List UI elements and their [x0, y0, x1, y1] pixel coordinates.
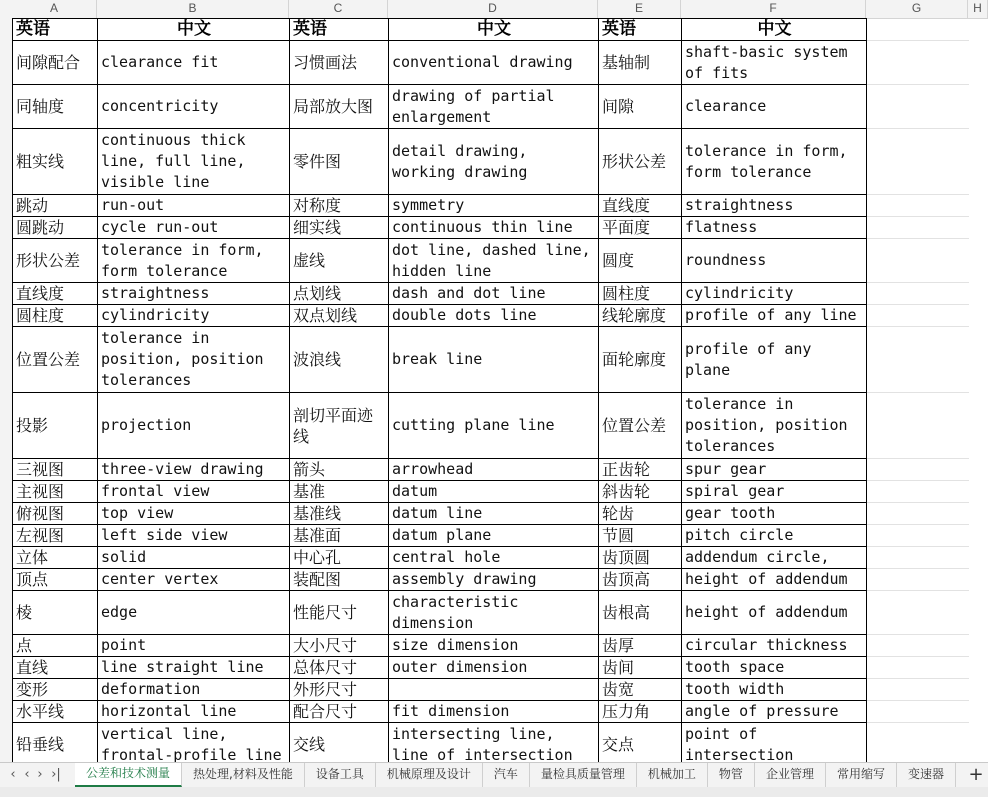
english-cell[interactable]: 面轮廓度: [599, 327, 682, 393]
english-cell[interactable]: 直线度: [13, 283, 98, 305]
english-cell[interactable]: 点: [13, 635, 98, 657]
english-cell[interactable]: 配合尺寸: [290, 701, 389, 723]
table-row: [13, 129, 969, 195]
header-cell[interactable]: 中文: [682, 19, 867, 41]
sheet-tab[interactable]: 量检具质量管理: [530, 763, 637, 787]
empty-cell[interactable]: [867, 19, 969, 41]
english-cell[interactable]: 立体: [13, 547, 98, 569]
table-row: [13, 701, 969, 723]
english-cell[interactable]: 总体尺寸: [290, 657, 389, 679]
empty-cell[interactable]: [867, 129, 969, 195]
table-row: [13, 503, 969, 525]
table-row: [13, 327, 969, 393]
chinese-cell[interactable]: deformation: [98, 679, 290, 701]
chinese-cell[interactable]: characteristic dimension: [389, 591, 599, 635]
column-header[interactable]: D: [388, 0, 598, 18]
table-row: [13, 547, 969, 569]
table-row: [13, 283, 969, 305]
chinese-cell[interactable]: frontal view: [98, 481, 290, 503]
header-cell[interactable]: 英语: [290, 19, 389, 41]
english-cell[interactable]: 大小尺寸: [290, 635, 389, 657]
english-cell[interactable]: 平面度: [599, 217, 682, 239]
empty-cell[interactable]: [867, 305, 969, 327]
chinese-cell[interactable]: datum line: [389, 503, 599, 525]
english-cell[interactable]: 俯视图: [13, 503, 98, 525]
english-cell[interactable]: 性能尺寸: [290, 591, 389, 635]
english-cell[interactable]: 主视图: [13, 481, 98, 503]
chinese-cell[interactable]: [389, 679, 599, 701]
table-header-row: [13, 19, 969, 41]
table-row: [13, 569, 969, 591]
table-row: [13, 305, 969, 327]
chinese-cell[interactable]: central hole: [389, 547, 599, 569]
chinese-cell[interactable]: vertical line, frontal-profile line: [98, 723, 290, 763]
empty-cell[interactable]: [867, 459, 969, 481]
english-cell[interactable]: 虚线: [290, 239, 389, 283]
empty-cell[interactable]: [867, 283, 969, 305]
english-cell[interactable]: 齿厚: [599, 635, 682, 657]
chinese-cell[interactable]: cutting plane line: [389, 393, 599, 459]
chinese-cell[interactable]: point of intersection: [682, 723, 867, 763]
chinese-cell[interactable]: intersecting line, line of intersection: [389, 723, 599, 763]
header-cell[interactable]: 英语: [599, 19, 682, 41]
sheet-tab[interactable]: 公差和技术测量: [75, 763, 182, 787]
chinese-cell[interactable]: line straight line: [98, 657, 290, 679]
sheet-tab[interactable]: 热处理,材料及性能: [182, 763, 305, 787]
chinese-cell[interactable]: gear tooth: [682, 503, 867, 525]
header-cell[interactable]: 英语: [13, 19, 98, 41]
column-header[interactable]: C: [289, 0, 388, 18]
empty-cell[interactable]: [867, 41, 969, 85]
add-sheet-icon[interactable]: +: [968, 764, 984, 785]
chinese-cell[interactable]: angle of pressure: [682, 701, 867, 723]
empty-cell[interactable]: [867, 239, 969, 283]
table-row: [13, 41, 969, 85]
empty-cell[interactable]: [867, 525, 969, 547]
english-cell[interactable]: 线轮廓度: [599, 305, 682, 327]
nav-prev-icon[interactable]: ‹: [10, 767, 16, 782]
english-cell[interactable]: 基轴制: [599, 41, 682, 85]
english-cell[interactable]: 双点划线: [290, 305, 389, 327]
chinese-cell[interactable]: profile of any plane: [682, 327, 867, 393]
chinese-cell[interactable]: straightness: [98, 283, 290, 305]
chinese-cell[interactable]: break line: [389, 327, 599, 393]
column-header-bar: [0, 0, 988, 19]
chinese-cell[interactable]: pitch circle: [682, 525, 867, 547]
english-cell[interactable]: 形状公差: [599, 129, 682, 195]
chinese-cell[interactable]: outer dimension: [389, 657, 599, 679]
english-cell[interactable]: 点划线: [290, 283, 389, 305]
english-cell[interactable]: 压力角: [599, 701, 682, 723]
table-row: [13, 591, 969, 635]
chinese-cell[interactable]: tolerance in form, form tolerance: [98, 239, 290, 283]
english-cell[interactable]: 跳动: [13, 195, 98, 217]
chinese-cell[interactable]: point: [98, 635, 290, 657]
english-cell[interactable]: 装配图: [290, 569, 389, 591]
chinese-cell[interactable]: height of addendum: [682, 591, 867, 635]
nav-prev2-icon[interactable]: ‹: [24, 767, 30, 782]
english-cell[interactable]: 基准面: [290, 525, 389, 547]
chinese-cell[interactable]: arrowhead: [389, 459, 599, 481]
chinese-cell[interactable]: dash and dot line: [389, 283, 599, 305]
chinese-cell[interactable]: tolerance in position, position tolerances: [98, 327, 290, 393]
empty-cell[interactable]: [867, 547, 969, 569]
table-row: [13, 635, 969, 657]
english-cell[interactable]: 投影: [13, 393, 98, 459]
table-row: [13, 393, 969, 459]
chinese-cell[interactable]: clearance: [682, 85, 867, 129]
english-cell[interactable]: 变形: [13, 679, 98, 701]
english-cell[interactable]: 铅垂线: [13, 723, 98, 763]
chinese-cell[interactable]: spiral gear: [682, 481, 867, 503]
chinese-cell[interactable]: tolerance in form, form tolerance: [682, 129, 867, 195]
sheet-tab[interactable]: 变速器: [897, 763, 956, 787]
table-row: [13, 481, 969, 503]
column-header[interactable]: H: [968, 0, 988, 18]
sheet-tab-bar: [0, 762, 988, 787]
chinese-cell[interactable]: fit dimension: [389, 701, 599, 723]
sheet-tab[interactable]: 物管: [708, 763, 755, 787]
sheet-tab[interactable]: 机械加工: [637, 763, 708, 787]
chinese-cell[interactable]: datum plane: [389, 525, 599, 547]
english-cell[interactable]: 水平线: [13, 701, 98, 723]
chinese-cell[interactable]: conventional drawing: [389, 41, 599, 85]
chinese-cell[interactable]: addendum circle,: [682, 547, 867, 569]
empty-cell[interactable]: [867, 635, 969, 657]
header-cell[interactable]: 中文: [98, 19, 290, 41]
english-cell[interactable]: 外形尺寸: [290, 679, 389, 701]
english-cell[interactable]: 节圆: [599, 525, 682, 547]
english-cell[interactable]: 零件图: [290, 129, 389, 195]
table-row: [13, 657, 969, 679]
data-table: [12, 18, 969, 762]
chinese-cell[interactable]: tolerance in position, position tolerances: [682, 393, 867, 459]
english-cell[interactable]: 左视图: [13, 525, 98, 547]
chinese-cell[interactable]: spur gear: [682, 459, 867, 481]
empty-cell[interactable]: [867, 393, 969, 459]
chinese-cell[interactable]: symmetry: [389, 195, 599, 217]
english-cell[interactable]: 齿根高: [599, 591, 682, 635]
column-header[interactable]: G: [866, 0, 968, 18]
english-cell[interactable]: 圆柱度: [599, 283, 682, 305]
empty-cell[interactable]: [867, 503, 969, 525]
english-cell[interactable]: 习惯画法: [290, 41, 389, 85]
chinese-cell[interactable]: continuous thin line: [389, 217, 599, 239]
english-cell[interactable]: 中心孔: [290, 547, 389, 569]
english-cell[interactable]: 剖切平面迹线: [290, 393, 389, 459]
table-row: [13, 85, 969, 129]
chinese-cell[interactable]: projection: [98, 393, 290, 459]
english-cell[interactable]: 三视图: [13, 459, 98, 481]
empty-cell[interactable]: [867, 569, 969, 591]
chinese-cell[interactable]: tooth space: [682, 657, 867, 679]
empty-cell[interactable]: [867, 657, 969, 679]
chinese-cell[interactable]: size dimension: [389, 635, 599, 657]
chinese-cell[interactable]: roundness: [682, 239, 867, 283]
sheet-tab[interactable]: 设备工具: [305, 763, 376, 787]
nav-last-icon[interactable]: ›|: [51, 767, 61, 782]
english-cell[interactable]: 形状公差: [13, 239, 98, 283]
chinese-cell[interactable]: double dots line: [389, 305, 599, 327]
table-row: [13, 525, 969, 547]
table-row: [13, 195, 969, 217]
chinese-cell[interactable]: center vertex: [98, 569, 290, 591]
nav-next-icon[interactable]: ›: [37, 767, 43, 782]
empty-cell[interactable]: [867, 591, 969, 635]
chinese-cell[interactable]: height of addendum: [682, 569, 867, 591]
sheet-tab[interactable]: 常用缩写: [826, 763, 897, 787]
status-strip: [0, 787, 988, 797]
chinese-cell[interactable]: cylindricity: [682, 283, 867, 305]
english-cell[interactable]: 细实线: [290, 217, 389, 239]
table-row: [13, 239, 969, 283]
english-cell[interactable]: 齿间: [599, 657, 682, 679]
chinese-cell[interactable]: profile of any line: [682, 305, 867, 327]
english-cell[interactable]: 基准线: [290, 503, 389, 525]
english-cell[interactable]: 间隙配合: [13, 41, 98, 85]
sheet-tab[interactable]: 企业管理: [755, 763, 826, 787]
chinese-cell[interactable]: straightness: [682, 195, 867, 217]
english-cell[interactable]: 同轴度: [13, 85, 98, 129]
chinese-cell[interactable]: shaft-basic system of fits: [682, 41, 867, 85]
chinese-cell[interactable]: solid: [98, 547, 290, 569]
english-cell[interactable]: 波浪线: [290, 327, 389, 393]
english-cell[interactable]: 位置公差: [599, 393, 682, 459]
table-row: [13, 723, 969, 763]
english-cell[interactable]: 齿宽: [599, 679, 682, 701]
english-cell[interactable]: 基准: [290, 481, 389, 503]
english-cell[interactable]: 间隙: [599, 85, 682, 129]
column-header[interactable]: E: [598, 0, 681, 18]
english-cell[interactable]: 齿顶高: [599, 569, 682, 591]
english-cell[interactable]: 齿顶圆: [599, 547, 682, 569]
sheet-tabs: [75, 763, 956, 787]
chinese-cell[interactable]: circular thickness: [682, 635, 867, 657]
chinese-cell[interactable]: dot line, dashed line, hidden line: [389, 239, 599, 283]
english-cell[interactable]: 轮齿: [599, 503, 682, 525]
english-cell[interactable]: 局部放大图: [290, 85, 389, 129]
column-header[interactable]: F: [681, 0, 866, 18]
english-cell[interactable]: 交线: [290, 723, 389, 763]
empty-cell[interactable]: [867, 85, 969, 129]
english-cell[interactable]: 顶点: [13, 569, 98, 591]
empty-cell[interactable]: [867, 701, 969, 723]
empty-cell[interactable]: [867, 217, 969, 239]
chinese-cell[interactable]: flatness: [682, 217, 867, 239]
table-row: [13, 459, 969, 481]
chinese-cell[interactable]: drawing of partial enlargement: [389, 85, 599, 129]
table-row: [13, 217, 969, 239]
empty-cell[interactable]: [867, 481, 969, 503]
chinese-cell[interactable]: horizontal line: [98, 701, 290, 723]
column-header[interactable]: A: [12, 0, 97, 18]
english-cell[interactable]: 交点: [599, 723, 682, 763]
chinese-cell[interactable]: left side view: [98, 525, 290, 547]
empty-cell[interactable]: [867, 723, 969, 763]
english-cell[interactable]: 正齿轮: [599, 459, 682, 481]
chinese-cell[interactable]: cycle run-out: [98, 217, 290, 239]
english-cell[interactable]: 直线度: [599, 195, 682, 217]
chinese-cell[interactable]: cylindricity: [98, 305, 290, 327]
english-cell[interactable]: 斜齿轮: [599, 481, 682, 503]
english-cell[interactable]: 位置公差: [13, 327, 98, 393]
english-cell[interactable]: 棱: [13, 591, 98, 635]
sheet-tab[interactable]: 汽车: [483, 763, 530, 787]
empty-cell[interactable]: [867, 195, 969, 217]
sheet-tab[interactable]: 机械原理及设计: [376, 763, 483, 787]
table-row: [13, 679, 969, 701]
empty-cell[interactable]: [867, 679, 969, 701]
english-cell[interactable]: 圆度: [599, 239, 682, 283]
chinese-cell[interactable]: assembly drawing: [389, 569, 599, 591]
header-cell[interactable]: 中文: [389, 19, 599, 41]
chinese-cell[interactable]: concentricity: [98, 85, 290, 129]
chinese-cell[interactable]: run-out: [98, 195, 290, 217]
english-cell[interactable]: 对称度: [290, 195, 389, 217]
english-cell[interactable]: 直线: [13, 657, 98, 679]
chinese-cell[interactable]: top view: [98, 503, 290, 525]
chinese-cell[interactable]: clearance fit: [98, 41, 290, 85]
column-header[interactable]: B: [97, 0, 289, 18]
english-cell[interactable]: 圆柱度: [13, 305, 98, 327]
english-cell[interactable]: 箭头: [290, 459, 389, 481]
chinese-cell[interactable]: continuous thick line, full line, visible line: [98, 129, 290, 195]
english-cell[interactable]: 圆跳动: [13, 217, 98, 239]
english-cell[interactable]: 粗实线: [13, 129, 98, 195]
chinese-cell[interactable]: three-view drawing: [98, 459, 290, 481]
chinese-cell[interactable]: tooth width: [682, 679, 867, 701]
chinese-cell[interactable]: edge: [98, 591, 290, 635]
chinese-cell[interactable]: datum: [389, 481, 599, 503]
empty-cell[interactable]: [867, 327, 969, 393]
chinese-cell[interactable]: detail drawing, working drawing: [389, 129, 599, 195]
